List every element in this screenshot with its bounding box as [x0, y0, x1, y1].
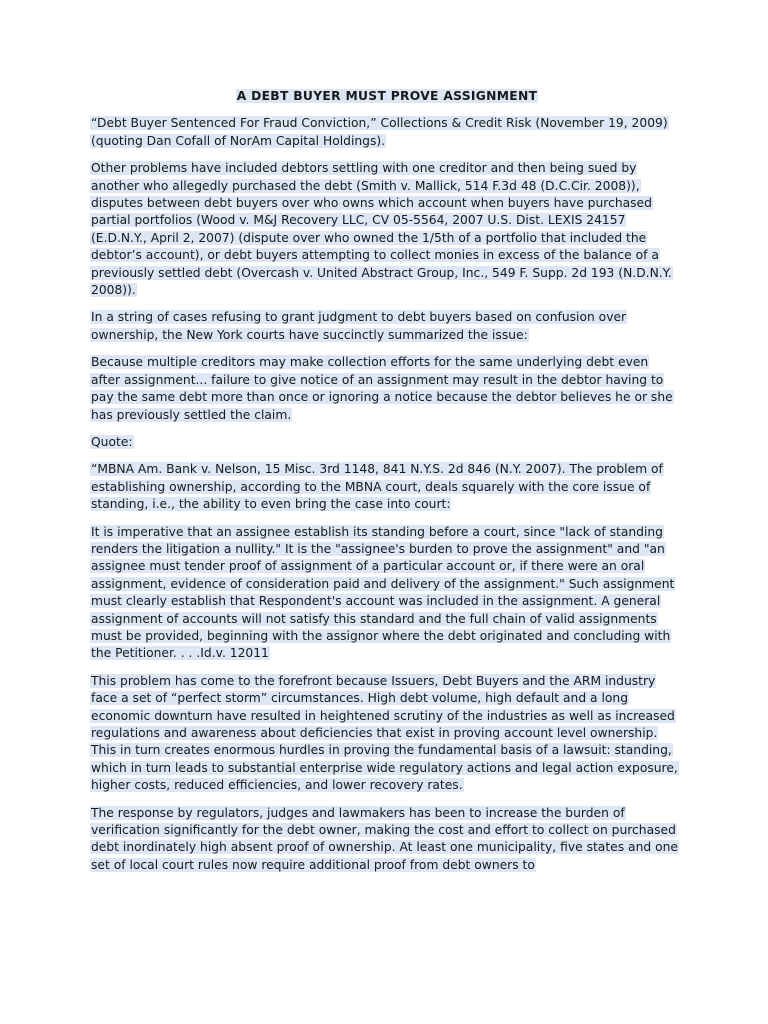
paragraph-mbna-case: “MBNA Am. Bank v. Nelson, 15 Misc. 3rd 1148, 841 N.Y.S. 2d 846 (N.Y. 2007). The problem of establishing ownership, according to the MBNA court, deals squarely with the core issue of standing, i.e., the ability to even bring the case into court: [91, 462, 663, 512]
paragraph-citation: “Debt Buyer Sentenced For Fraud Conviction,” Collections & Credit Risk (November 19, 2009) (quoting Dan Cofall of NorAm Capital Holdings). [91, 116, 668, 148]
paragraph-other-problems: Other problems have included debtors settling with one creditor and then being sued by another who allegedly purchased the debt (Smith v. Mallick, 514 F.3d 48 (D.C.Cir. 2008)), disputes between debt buyers over who owns which account when buyers have purchased partial portfolios (Wood v. M&J Recovery LLC, CV 05-5564, 2007 U.S. Dist. LEXIS 24157 (E.D.N.Y., April 2, 2007) (dispute over who owned the 1/5th of a portfolio that included the debtor’s account), or debt buyers attempting to collect monies in excess of the balance of a previously settled debt (Overcash v. United Abstract Group, Inc., 549 F. Supp. 2d 193 (N.D.N.Y. 2008)). [91, 161, 672, 298]
paragraph-quote-label: Quote: [91, 434, 133, 449]
paragraph-string-of-cases: In a string of cases refusing to grant judgment to debt buyers based on confusion over ownership, the New York courts have succinctly summarized the issue: [91, 310, 627, 342]
paragraph-perfect-storm: This problem has come to the forefront because Issuers, Debt Buyers and the ARM industry face a set of “perfect storm” circumstances. High debt volume, high default and a long economic downturn have resulted in heightened scrutiny of the industries as well as increased regulations and awareness about deficiencies that exist in proving account level ownership. This in turn creates enormous hurdles in proving the fundamental basis of a lawsuit: standing, which in turn leads to substantial enterprise wide regulatory actions and legal action exposure, higher costs, reduced efficiencies, and lower recovery rates. [91, 673, 678, 793]
paragraph-imperative-assignee: It is imperative that an assignee establish its standing before a court, since "lack of standing renders the litigation a nullity." It is the "assignee's burden to prove the assignment" and "an assignee must tender proof of assignment of a particular account or, if there were an oral assignment, evidence of consideration paid and delivery of the assignment." Such assignment must clearly establish that Respondent's account was included in the assignment. A general assignment of accounts will not satisfy this standard and the full chain of valid assignments must be provided, beginning with the assignor where the debt originated and concluding with the Petitioner. . . .Id.v. 12011 [91, 524, 675, 661]
paragraph-regulators-response: The response by regulators, judges and lawmakers has been to increase the burden of verification significantly for the debt owner, making the cost and effort to collect on purchased debt inordinately high absent proof of ownership. At least one municipality, five states and one set of local court rules now require additional proof from debt owners to [91, 805, 678, 872]
document-page [90, 88, 680, 884]
paragraph-multiple-creditors: Because multiple creditors may make collection efforts for the same underlying debt even after assignment... failure to give notice of an assignment may result in the debtor having to pay the same debt more than once or ignoring a notice because the debtor believes he or she has previously settled the claim. [91, 355, 673, 422]
document-title-text: A DEBT BUYER MUST PROVE ASSIGNMENT [236, 89, 538, 103]
document-title [90, 88, 680, 105]
